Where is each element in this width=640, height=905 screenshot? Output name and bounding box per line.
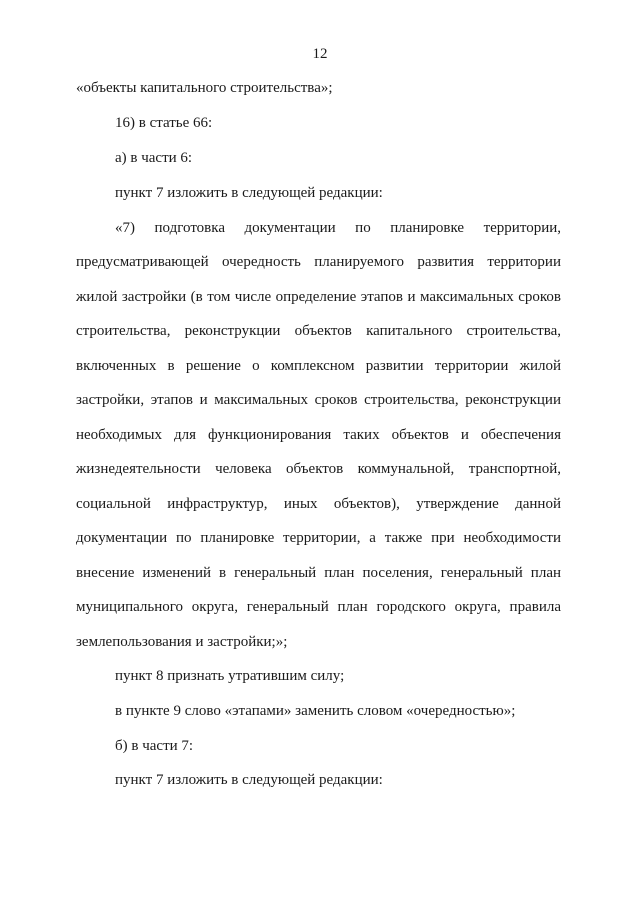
text-line: застройки, этапов и максимальных сроков строительства, реконструкции — [76, 392, 561, 408]
text-line: строительства, реконструкции объектов капитального строительства, — [76, 323, 561, 339]
text-line: жилой застройки (в том числе определение этапов и максимальных сроков — [76, 289, 561, 305]
text-line: 16) в статье 66: — [115, 115, 213, 131]
text-line: включенных в решение о комплексном развитии территории жилой — [76, 358, 561, 374]
text-line: пункт 8 признать утратившим силу; — [115, 668, 345, 684]
text-line: б) в части 7: — [115, 738, 194, 754]
text-line: внесение изменений в генеральный план поселения, генеральный план — [76, 565, 561, 581]
text-line: предусматривающей очередность планируемого развития территории — [76, 254, 561, 270]
text-line: необходимых для функционирования таких объектов и обеспечения — [76, 427, 561, 443]
text-line: а) в части 6: — [115, 150, 193, 166]
text-line: пункт 7 изложить в следующей редакции: — [115, 772, 383, 788]
text-line: документации по планировке территории, а также при необходимости — [76, 530, 561, 546]
text-line: социальной инфраструктур, иных объектов), утверждение данной — [76, 496, 561, 512]
text-line: в пункте 9 слово «этапами» заменить словом «очередностью»; — [115, 703, 516, 719]
text-line: муниципального округа, генеральный план городского округа, правила — [76, 599, 561, 615]
text-line: жизнедеятельности человека объектов коммунальной, транспортной, — [76, 461, 561, 477]
page-number: 12 — [312, 46, 328, 62]
text-line: «объекты капитального строительства»; — [76, 80, 333, 96]
text-line: пункт 7 изложить в следующей редакции: — [115, 185, 383, 201]
text-line: землепользования и застройки;»; — [76, 634, 288, 650]
text-line: «7) подготовка документации по планировке территории, — [115, 220, 561, 236]
